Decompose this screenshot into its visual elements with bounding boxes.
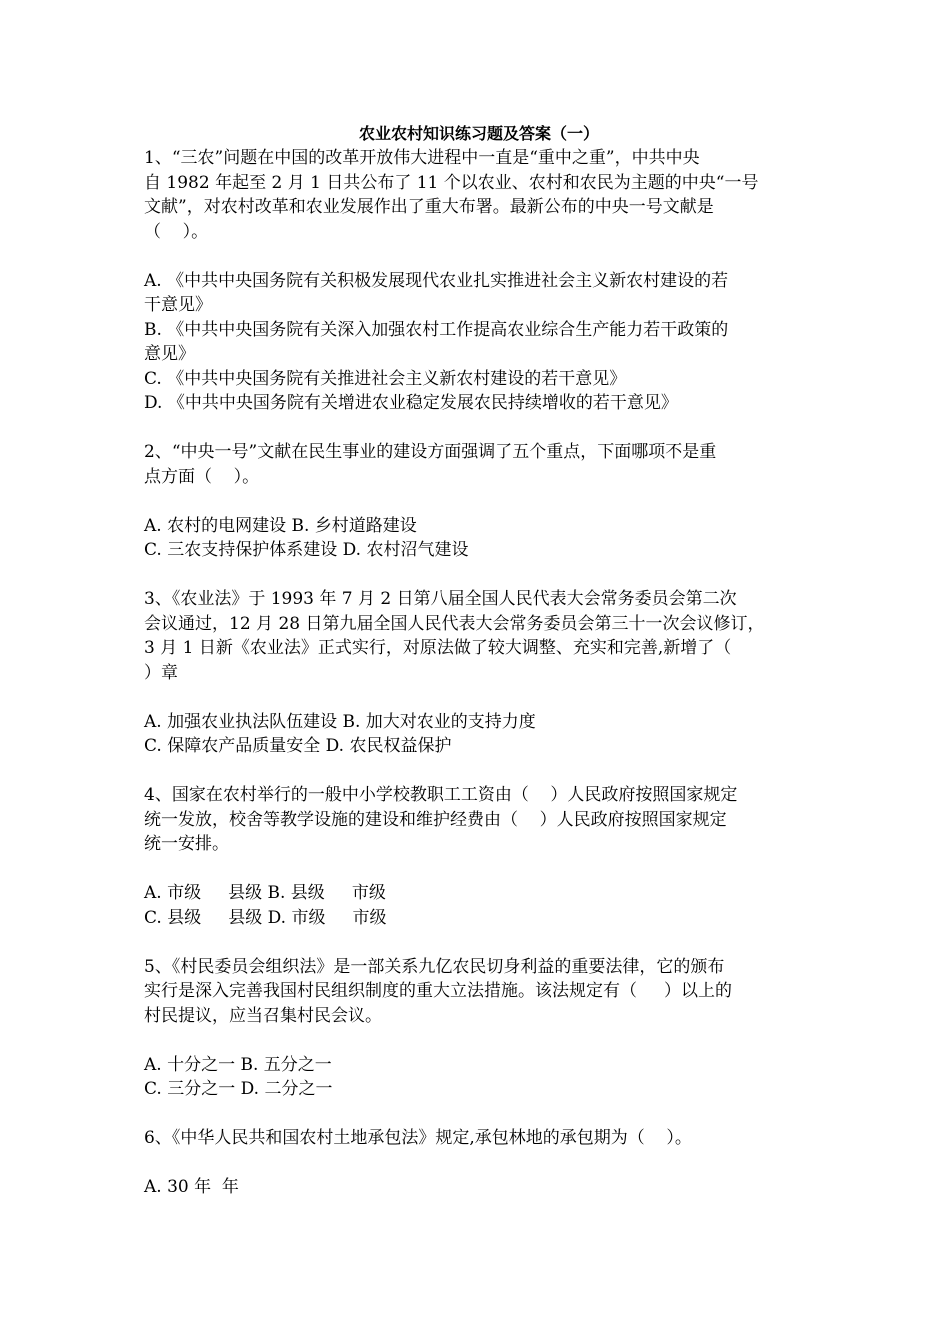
- document-title: 农业农村知识练习题及答案（一）: [358, 124, 599, 143]
- question-list: [144, 146, 814, 1200]
- document-body: [144, 122, 814, 1200]
- answer-option: C. 三分之一 D. 二分之一: [144, 1079, 333, 1099]
- question-text-line: 自 1982 年起至 2 月 1 日共公布了 11 个以农业、农村和农民为主题的中央“一号: [144, 172, 759, 193]
- answer-option: A. 十分之一 B. 五分之一: [144, 1054, 332, 1075]
- spacer: [144, 489, 814, 514]
- question-text-line: ）章: [144, 662, 178, 683]
- answer-option: A. 农村的电网建设 B. 乡村道路建设: [144, 515, 417, 536]
- spacer: [144, 563, 814, 588]
- question-text-line: 2、“中央一号”文献在民生事业的建设方面强调了五个重点，下面哪项不是重: [144, 442, 717, 462]
- answer-option: C. 《中共中央国务院有关推进社会主义新农村建设的若干意见》: [144, 368, 627, 389]
- question-text-line: （ ）。: [144, 221, 209, 242]
- spacer: [144, 244, 814, 269]
- question-2: [144, 440, 814, 587]
- spacer: [144, 930, 814, 955]
- question-text-line: 实行是深入完善我国村民组织制度的重大立法措施。该法规定有（ ）以上的: [144, 981, 733, 1001]
- spacer: [144, 1028, 814, 1053]
- answer-option: B. 《中共中央国务院有关深入加强农村工作提高农业综合生产能力若干政策的: [144, 319, 729, 340]
- question-text-line: 统一发放，校舍等教学设施的建设和维护经费由（ ）人民政府按照国家规定: [144, 809, 727, 830]
- question-1: [144, 146, 814, 440]
- spacer: [144, 759, 814, 784]
- question-5: [144, 955, 814, 1127]
- question-text-line: 文献”，对农村改革和农业发展作出了重大布署。最新公布的中央一号文献是: [144, 197, 714, 217]
- question-text-line: 统一安排。: [144, 834, 229, 854]
- question-text-line: 会议通过，12 月 28 日第九届全国人民代表大会常务委员会第三十一次会议修订，: [144, 613, 765, 634]
- spacer: [144, 685, 814, 710]
- spacer: [144, 416, 814, 441]
- question-text-line: 村民提议，应当召集村民会议。: [144, 1005, 382, 1026]
- question-text-line: 3 月 1 日新《农业法》正式实行，对原法做了较大调整、充实和完善,新增了（: [144, 638, 732, 658]
- question-text-line: 6、《中华人民共和国农村土地承包法》规定,承包林地的承包期为（ ）。: [144, 1128, 692, 1148]
- answer-option: C. 县级 县级 D. 市级 市级: [144, 907, 387, 928]
- answer-option: 干意见》: [144, 295, 212, 315]
- question-text-line: 4、国家在农村举行的一般中小学校教职工工资由（ ）人民政府按照国家规定: [144, 785, 738, 805]
- answer-option: A. 市级 县级 B. 县级 市级: [144, 883, 386, 903]
- spacer: [144, 857, 814, 882]
- answer-option: C. 三农支持保护体系建设 D. 农村沼气建设: [144, 540, 469, 560]
- question-text-line: 点方面（ ）。: [144, 466, 260, 487]
- question-4: [144, 783, 814, 955]
- answer-option: A. 加强农业执法队伍建设 B. 加大对农业的支持力度: [144, 711, 536, 732]
- question-text-line: 5、《村民委员会组织法》是一部关系九亿农民切身利益的重要法律，它的颁布: [144, 956, 725, 977]
- question-6: [144, 1126, 814, 1200]
- answer-option: D. 《中共中央国务院有关增进农业稳定发展农民持续增收的若干意见》: [144, 393, 678, 413]
- answer-option: 意见》: [144, 344, 195, 364]
- answer-option: A. 《中共中央国务院有关积极发展现代农业扎实推进社会主义新农村建设的若: [144, 270, 729, 291]
- answer-option: C. 保障农产品质量安全 D. 农民权益保护: [144, 736, 452, 756]
- answer-option: A. 30 年 年: [144, 1177, 239, 1197]
- question-text-line: 1、“三农”问题在中国的改革开放伟大进程中一直是“重中之重”，中共中央: [144, 148, 700, 168]
- question-3: [144, 587, 814, 783]
- question-text-line: 3、《农业法》于 1993 年 7 月 2 日第八届全国人民代表大会常务委员会第二次: [144, 589, 737, 609]
- spacer: [144, 1102, 814, 1127]
- spacer: [144, 1151, 814, 1176]
